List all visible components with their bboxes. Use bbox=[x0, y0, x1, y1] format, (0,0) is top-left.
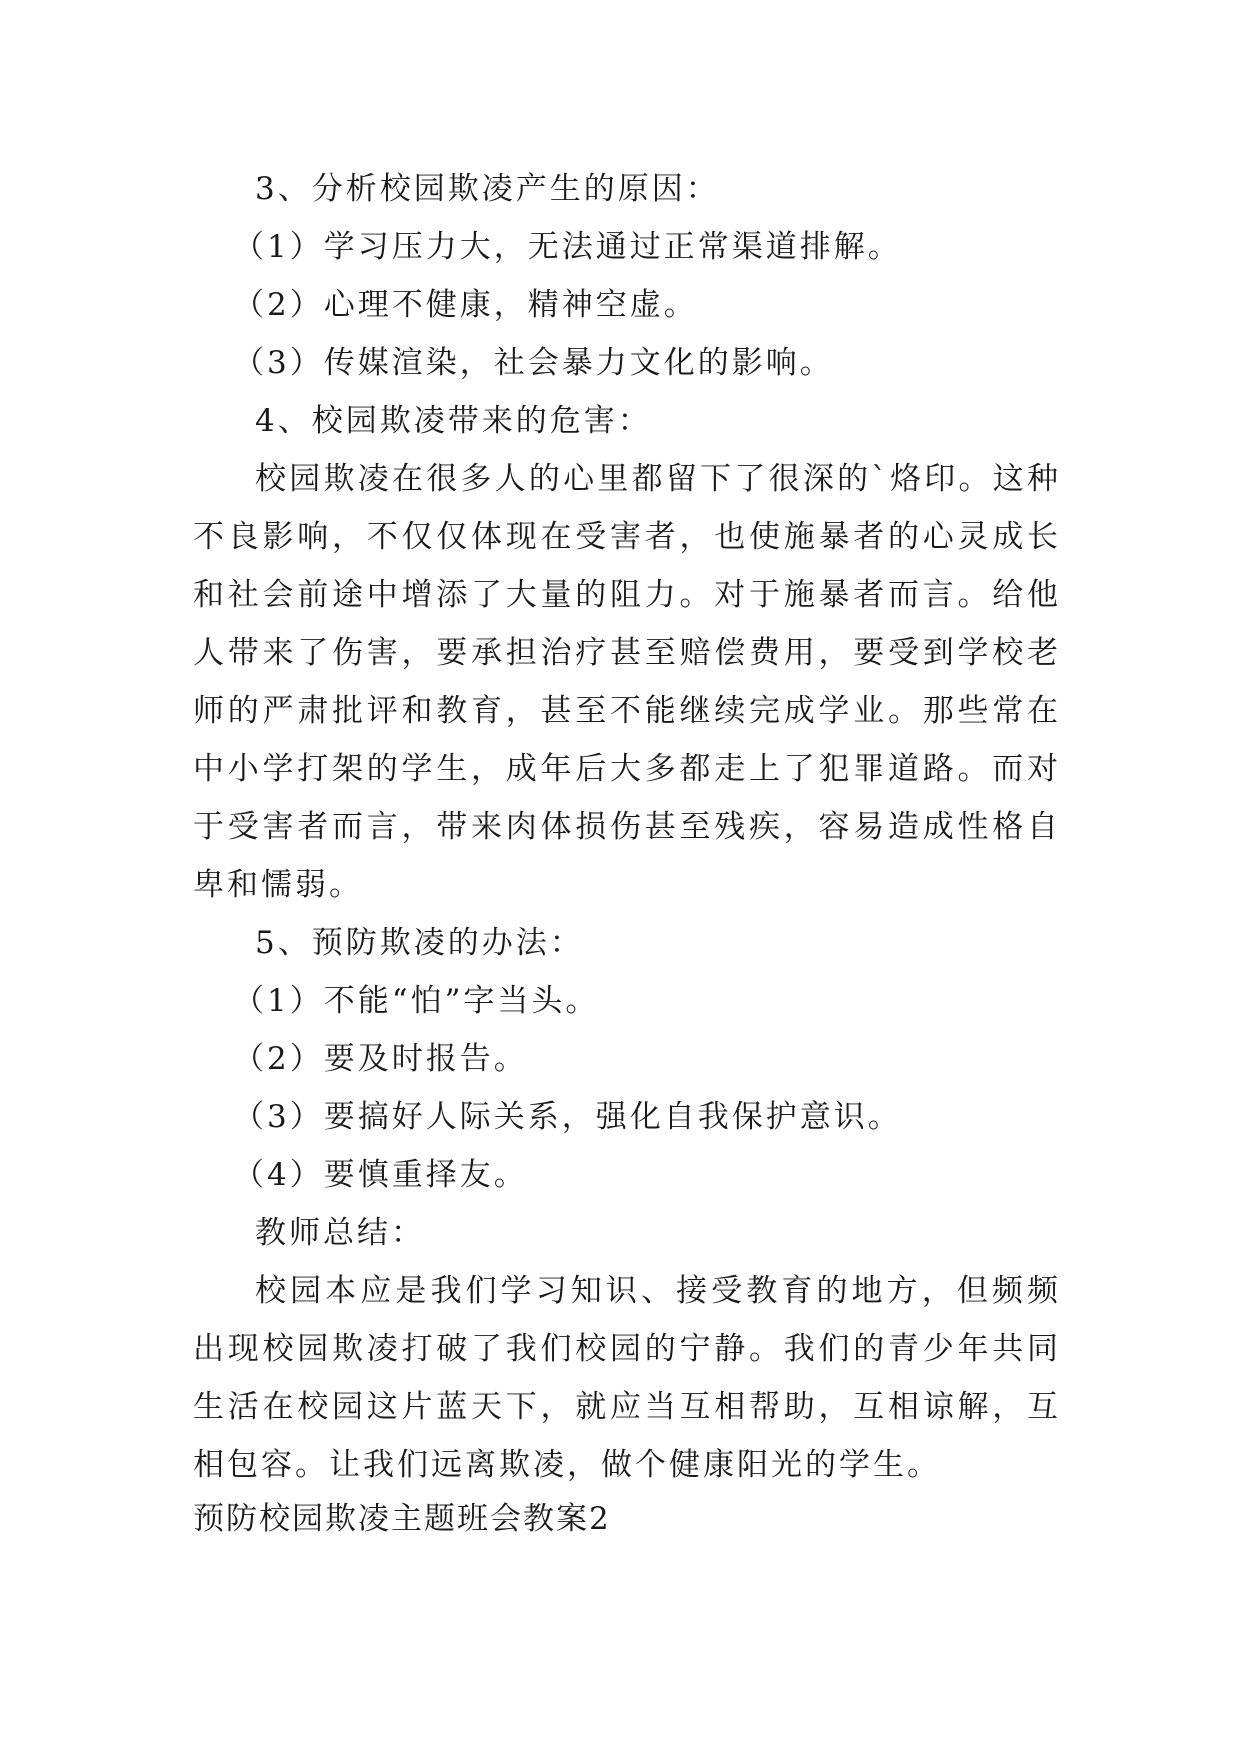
summary-heading: 教师总结： bbox=[255, 1215, 425, 1251]
section5-item-4: （4）要慎重择友。 bbox=[233, 1157, 528, 1193]
section4-paragraph: 校园欺凌在很多人的心里都留下了很深的`烙印。这种不良影响，不仅仅体现在受害者，也使施暴者的心灵成长和社会前途中增添了大量的阻力。对于施暴者而言。给他人带来了伤害，要承担治疗甚至赔偿费用，要受到学校老师的严肃批评和教育，甚至不能继续完成学业。那些常在中小学打架的学生，成年后大多都走上了犯罪道路。而对于受害者而言，带来肉体损伤甚至残疾，容易造成性格自卑和懦弱。 bbox=[193, 461, 1061, 903]
section5-item-3: （3）要搞好人际关系，强化自我保护意识。 bbox=[233, 1099, 902, 1135]
section5-heading: 5、预防欺凌的办法： bbox=[255, 925, 584, 961]
document-body bbox=[193, 160, 1061, 1494]
section3-item-3: （3）传媒渲染，社会暴力文化的影响。 bbox=[233, 345, 834, 381]
section5-item-1: （1）不能“怕”字当头。 bbox=[233, 983, 600, 1019]
next-lesson-title: 预防校园欺凌主题班会教案2 bbox=[193, 1501, 611, 1537]
section5-item-2: （2）要及时报告。 bbox=[233, 1041, 528, 1077]
section3-item-2: （2）心理不健康，精神空虚。 bbox=[233, 287, 698, 323]
section4-heading: 4、校园欺凌带来的危害： bbox=[255, 403, 652, 439]
section3-item-1: （1）学习压力大，无法通过正常渠道排解。 bbox=[233, 229, 902, 265]
section3-heading: 3、分析校园欺凌产生的原因： bbox=[255, 171, 720, 207]
summary-paragraph: 校园本应是我们学习知识、接受教育的地方，但频频出现校园欺凌打破了我们校园的宁静。我们的青少年共同生活在校园这片蓝天下，就应当互相帮助，互相谅解，互相包容。让我们远离欺凌，做个健康阳光的学生。 bbox=[193, 1273, 1061, 1483]
